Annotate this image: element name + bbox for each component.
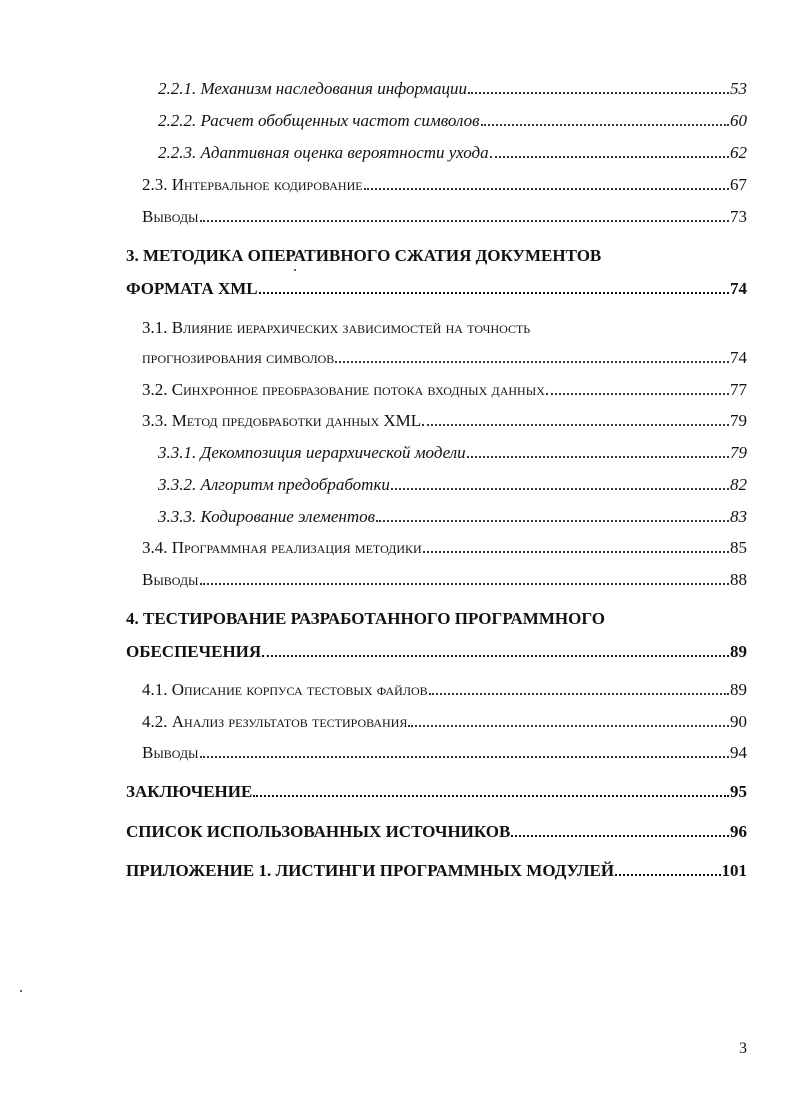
toc-entry xyxy=(158,138,747,162)
dot-leader xyxy=(335,361,729,363)
toc-entry-page: 82 xyxy=(730,475,747,494)
toc-entry-title: 3.1. Влияние иерархических зависимостей на точность xyxy=(142,318,531,337)
toc-entry-first-line xyxy=(142,313,747,337)
toc-entry-title: 2.2.3. Адаптивная оценка вероятности ухода xyxy=(158,143,489,162)
toc-entry xyxy=(126,856,747,880)
toc-entry-page: 90 xyxy=(730,712,747,731)
toc-entry-page: 88 xyxy=(730,570,747,589)
toc-entry-title: Выводы xyxy=(142,207,199,226)
toc-entry-page: 53 xyxy=(730,79,747,98)
toc-entry-page: 62 xyxy=(730,143,747,162)
toc-entry-page: 73 xyxy=(730,207,747,226)
toc-entry xyxy=(142,533,747,557)
toc-entry-page: 67 xyxy=(730,175,747,194)
toc-entry-page: 89 xyxy=(730,680,747,699)
toc-entry xyxy=(158,106,747,130)
dot-leader xyxy=(259,292,729,294)
toc-entry-page: 79 xyxy=(730,411,747,430)
dot-leader xyxy=(422,424,729,426)
toc-entry xyxy=(142,343,747,367)
dot-leader xyxy=(546,393,729,395)
toc-entry-page: 79 xyxy=(730,443,747,462)
dot-leader xyxy=(468,92,729,94)
toc-entry-title: Выводы xyxy=(142,743,199,762)
toc-entry xyxy=(142,707,747,731)
toc-chapter-heading xyxy=(126,241,747,265)
dot-leader xyxy=(511,835,729,837)
toc-entry xyxy=(142,202,747,226)
toc-entry-title: ОБЕСПЕЧЕНИЯ xyxy=(126,642,262,661)
toc-entry-title: 2.2.2. Расчет обобщенных частот символов xyxy=(158,111,480,130)
toc-entry-page: 60 xyxy=(730,111,747,130)
toc-entry-title: 2.2.1. Механизм наследования информации xyxy=(158,79,467,98)
toc-entry-page: 83 xyxy=(730,507,747,526)
toc-entry-title: прогнозирования символов xyxy=(142,348,335,367)
toc-entry xyxy=(142,738,747,762)
toc-entry xyxy=(142,675,747,699)
toc-entry-title: 3.3.2. Алгоритм предобработки xyxy=(158,475,390,494)
toc-entry-title: 4. ТЕСТИРОВАНИЕ РАЗРАБОТАННОГО ПРОГРАММНОГО xyxy=(126,609,605,628)
toc-entry-title: 4.1. Описание корпуса тестовых файлов xyxy=(142,680,428,699)
toc-entry-page: 96 xyxy=(730,822,747,841)
toc-entry-page: 74 xyxy=(730,348,747,367)
toc-entry-page: 89 xyxy=(730,642,747,661)
page-number: 3 xyxy=(739,1040,747,1057)
toc-entry xyxy=(142,170,747,194)
toc-entry xyxy=(158,470,747,494)
toc-entry xyxy=(142,406,747,430)
toc-entry xyxy=(126,637,747,661)
dot-leader xyxy=(253,795,729,797)
toc-entry-title: СПИСОК ИСПОЛЬЗОВАННЫХ ИСТОЧНИКОВ xyxy=(126,822,511,841)
dot-leader xyxy=(408,725,729,727)
scan-speck xyxy=(20,990,22,992)
toc-entry xyxy=(142,565,747,589)
toc-entry-title: 3.2. Синхронное преобразование потока входных данных xyxy=(142,380,545,399)
toc-entry-title: 3. МЕТОДИКА ОПЕРАТИВНОГО СЖАТИЯ ДОКУМЕНТОВ xyxy=(126,246,602,265)
dot-leader xyxy=(262,655,729,657)
toc-entry xyxy=(126,274,747,298)
scan-speck xyxy=(294,269,296,271)
dot-leader xyxy=(429,693,729,695)
toc-entry-title: 3.3.3. Кодирование элементов xyxy=(158,507,376,526)
toc-entry-title: 3.3. Метод предобработки данных XML xyxy=(142,411,422,430)
toc-entry-title: Выводы xyxy=(142,570,199,589)
toc-entry-page: 85 xyxy=(730,538,747,557)
toc-entry-title: 4.2. Анализ результатов тестирования xyxy=(142,712,408,731)
dot-leader xyxy=(490,156,729,158)
dot-leader xyxy=(615,874,720,876)
toc-entry xyxy=(126,817,747,841)
toc-entry-title: ЗАКЛЮЧЕНИЕ xyxy=(126,782,253,801)
dot-leader xyxy=(376,520,729,522)
toc-entry xyxy=(126,777,747,801)
toc-entry-page: 74 xyxy=(730,279,747,298)
toc-entry-title: 2.3. Интервальное кодирование xyxy=(142,175,363,194)
dot-leader xyxy=(364,188,729,190)
toc-entry-title: ФОРМАТА XML xyxy=(126,279,258,298)
toc-entry-page: 101 xyxy=(721,861,747,880)
dot-leader xyxy=(481,124,729,126)
toc-entry-page: 95 xyxy=(730,782,747,801)
toc-chapter-heading xyxy=(126,604,747,628)
toc-entry xyxy=(158,502,747,526)
toc-entry-page: 77 xyxy=(730,380,747,399)
toc-entry xyxy=(158,438,747,462)
dot-leader xyxy=(467,456,729,458)
toc-entry-title: 3.4. Программная реализация методики xyxy=(142,538,422,557)
toc-entry-title: ПРИЛОЖЕНИЕ 1. ЛИСТИНГИ ПРОГРАММНЫХ МОДУЛЕЙ xyxy=(126,861,615,880)
dot-leader xyxy=(200,756,729,758)
toc-entry xyxy=(142,375,747,399)
toc-entry xyxy=(158,74,747,98)
dot-leader xyxy=(423,551,729,553)
toc-entry-page: 94 xyxy=(730,743,747,762)
dot-leader xyxy=(200,583,729,585)
toc-entry-title: 3.3.1. Декомпозиция иерархической модели xyxy=(158,443,466,462)
dot-leader xyxy=(200,220,729,222)
dot-leader xyxy=(391,488,729,490)
